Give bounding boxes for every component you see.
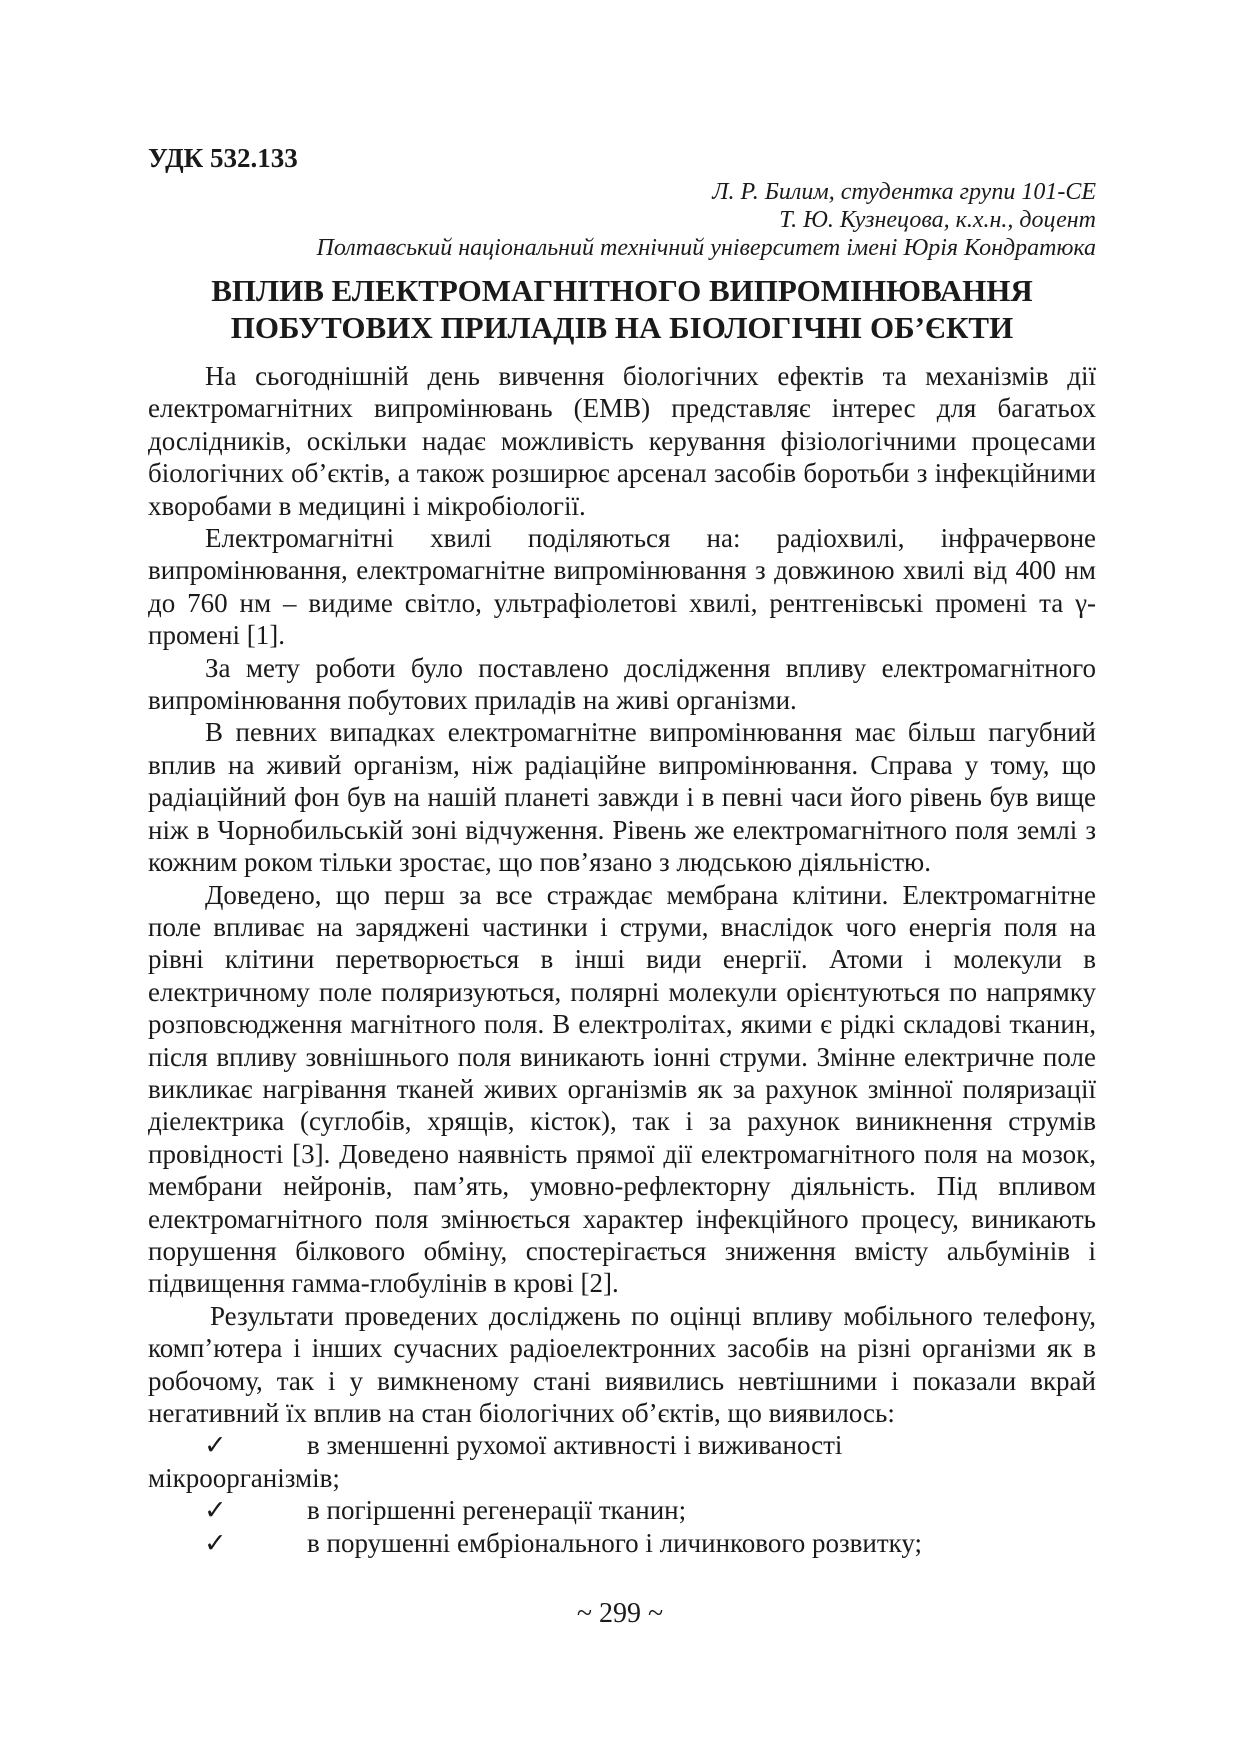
page-content: [148, 140, 1096, 1559]
checkmark-icon: ✓: [204, 1430, 227, 1461]
checkmark-icon: ✓: [204, 1527, 227, 1558]
paragraph-2: Електромагнітні хвилі поділяються на: радіохвилі, інфрачервоне випромінювання, електромагнітне випромінювання з довжиною хвилі від 400 нм до 760 нм – видиме світло, ультрафіолетові хвилі, рентгенівські промені та γ-промені [1].: [148, 523, 1096, 651]
findings-list: [148, 1429, 1096, 1559]
author-2: Т. Ю. Кузнецова, к.х.н., доцент: [779, 207, 1096, 233]
paragraph-1: На сьогоднішній день вивчення біологічних ефектів та механізмів дії електромагнітних випромінювань (ЕМВ) представляє інтерес для багатьох дослідників, оскільки надає можливість керування фізіологічними процесами біологічних об’єктів, а також розширює арсенал засобів боротьби з інфекційними хворобами в медицині і мікробіології.: [148, 361, 1096, 521]
paragraph-5: Доведено, що перш за все страждає мембрана клітини. Електромагнітне поле впливає на заряджені частинки і струми, внаслідок чого енергія поля на рівні клітини перетворюється в інші види енергії. Атоми і молекули в електричному поле поляризуються, полярні молекули орієнтуються по напрямку розповсюдження магнітного поля. В електролітах, якими є рідкі складові тканин, після впливу зовнішнього поля виникають іонні струми. Змінне електричне поле викликає нагрівання тканей живих організмів як за рахунок змінної поляризації діелектрика (суглобів, хрящів, кісток), так і за рахунок виникнення струмів провідності [3]. Доведено наявність прямої дії електромагнітного поля на мозок, мембрани нейронів, пам’ять, умовно-рефлекторну діяльність. Під впливом електромагнітного поля змінюється характер інфекційного процесу, виникають порушення білкового обміну, спостерігається зниження вмісту альбумінів і підвищення гамма-глобулінів в крові [2].: [148, 879, 1096, 1299]
affiliation: Полтавський національний технічний університет імені Юрія Кондратюка: [316, 235, 1096, 261]
list-item: [148, 1494, 1096, 1526]
paragraph-3: За мету роботи було поставлено дослідження впливу електромагнітного випромінювання побутових приладів на живі організми.: [148, 652, 1096, 716]
page-number: ~ 299 ~: [576, 1598, 664, 1629]
list-item: [148, 1429, 1096, 1494]
article-body: [148, 360, 1096, 1559]
title-line-2: ПОБУТОВИХ ПРИЛАДІВ НА БІОЛОГІЧНІ ОБ’ЄКТИ: [230, 310, 1014, 345]
list-item-text: в порушенні ембріонального і личинкового розвитку;: [307, 1527, 923, 1558]
list-item: [148, 1527, 1096, 1559]
author-1: Л. Р. Билим, студентка групи 101-СЕ: [712, 179, 1096, 205]
list-item-text: в зменшенні рухомої активності і виживаності: [307, 1430, 843, 1461]
checkmark-icon: ✓: [204, 1495, 227, 1526]
author-block: [148, 178, 1096, 262]
article-title: [148, 272, 1096, 346]
list-item-text: в погіршенні регенерації тканин;: [307, 1495, 687, 1526]
udk-code: УДК 532.133: [148, 143, 298, 173]
paragraph-6: Результати проведених досліджень по оцінці впливу мобільного телефону, комп’ютера і інших сучасних радіоелектронних засобів на різні організми як в робочому, так і у вимкненому стані виявились невтішними і показали вкрай негативний їх вплив на стан біологічних об’єктів, що виявилось:: [148, 1300, 1096, 1428]
paragraph-4: В певних випадках електромагнітне випромінювання має більш пагубний вплив на живий організм, ніж радіаційне випромінювання. Справа у тому, що радіаційний фон був на нашій планеті завжди і в певні часи його рівень був вище ніж в Чорнобильській зоні відчуження. Рівень же електромагнітного поля землі з кожним роком тільки зростає, що пов’язано з людською діяльністю.: [148, 717, 1096, 878]
title-line-1: ВПЛИВ ЕЛЕКТРОМАГНІТНОГО ВИПРОМІНЮВАННЯ: [211, 273, 1033, 308]
list-item-continuation: мікроорганізмів;: [148, 1462, 340, 1493]
